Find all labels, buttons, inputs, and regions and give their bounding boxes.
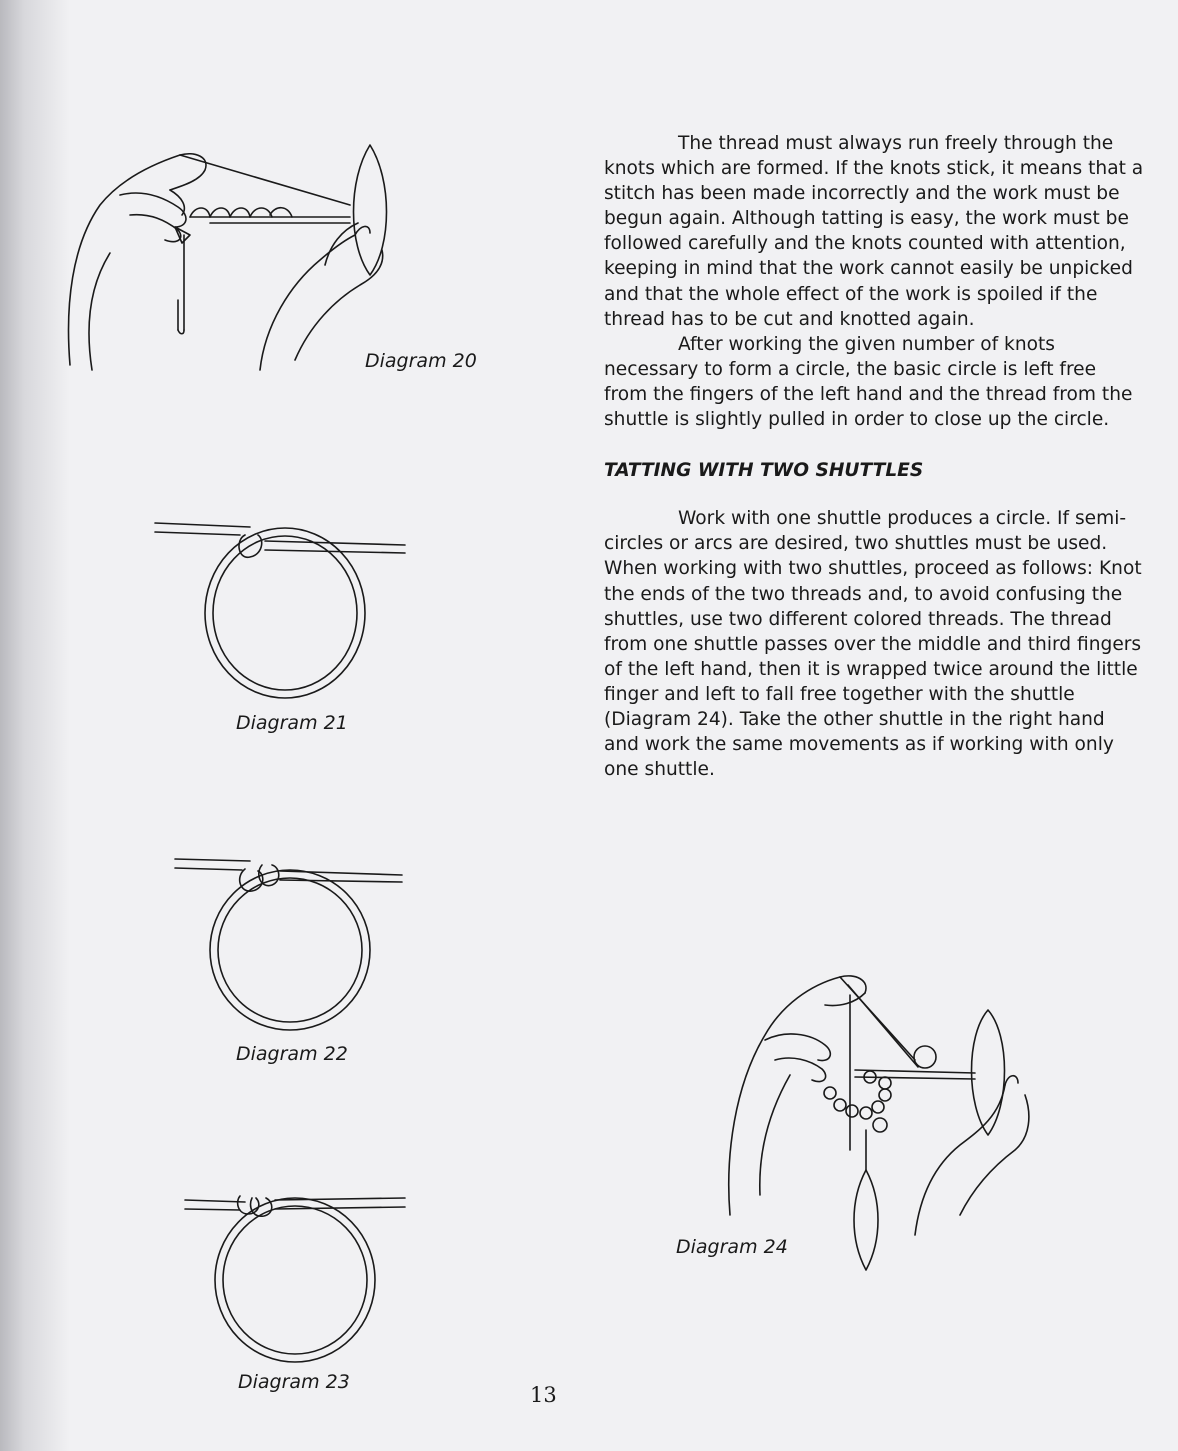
page-number: 13 [530,1383,557,1407]
paragraph-thread-runs-freely: The thread must always run freely through the knots which are formed. If the knots stick, it means that a stitch has been made incorrectly and the work must be begun again. Although tatting is easy, the work must be followed carefully and the knots counted with attention, keeping in mind that the work cannot easily be unpicked and that the whole effect of the work is spoiled if the thread has to be cut and knotted again. [604,133,1144,330]
diagram-21-illustration [150,505,410,705]
diagram-24-caption: Diagram 24 [676,1236,788,1258]
diagram-20-illustration [60,135,400,375]
paragraph-closing-circle: After working the given number of knots necessary to form a circle, the basic circle is left free from the fingers of the left hand and the thread from the shuttle is slightly pulled in order to close up the circle. [604,333,1133,431]
diagram-21-caption: Diagram 21 [236,712,348,734]
diagram-22-illustration [170,845,410,1035]
paragraph-two-shuttles: Work with one shuttle produces a circle. If semi-circles or arcs are desired, two shuttles must be used. When working with two shuttles, proceed as follows: Knot the ends of the two threads and, to avoid confusing the shuttles, use two different colored threads. The thread from one shuttle passes over the middle and third fingers of the left hand, then it is wrapped twice around the little finger and left to fall free together with the shuttle (Diagram 24). Take the other shuttle in the right hand and work the same movements as if working with only one shuttle. [604,508,1142,781]
body-text-column [604,131,1144,782]
diagram-24-illustration [720,965,1040,1275]
section-heading: TATTING WITH TWO SHUTTLES [604,460,924,482]
diagram-23-illustration [180,1180,410,1370]
diagram-20-caption: Diagram 20 [365,350,477,372]
diagram-22-caption: Diagram 22 [236,1043,348,1065]
diagram-23-caption: Diagram 23 [238,1371,350,1393]
